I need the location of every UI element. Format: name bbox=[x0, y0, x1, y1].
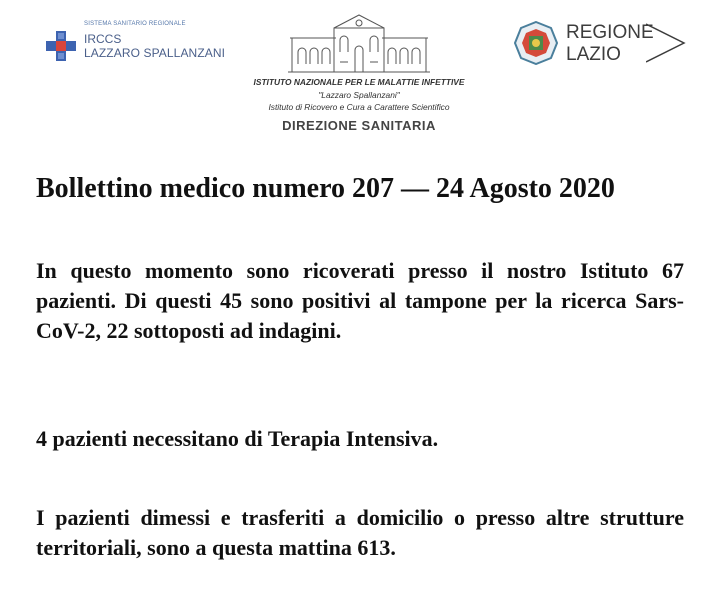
institute-subtitle: "Lazzaro Spallanzani" bbox=[318, 90, 400, 100]
institute-description: Istituto di Ricovero e Cura a Carattere Scientifico bbox=[268, 102, 450, 112]
institute-name: ISTITUTO NAZIONALE PER LE MALATTIE INFETTIVE bbox=[253, 77, 465, 87]
chevron-right-icon bbox=[646, 22, 686, 64]
intensive-care-paragraph: 4 pazienti necessitano di Terapia Intensiva. bbox=[36, 426, 439, 451]
medical-cross-icon bbox=[46, 31, 76, 61]
regione-lazio-logo bbox=[514, 18, 694, 68]
department-label: DIREZIONE SANITARIA bbox=[282, 118, 436, 133]
admissions-paragraph: In questo momento sono ricoverati presso il nostro Istituto 67 pazienti. Di questi 45 sono positivi al tampone per la ricerca Sars-CoV-2, 22 sottoposti ad indagini. bbox=[36, 258, 684, 343]
bulletin-title: Bollettino medico numero 207 — 24 Agosto 2020 bbox=[36, 173, 615, 204]
institute-building-icon bbox=[288, 10, 430, 74]
irccs-spallanzani-logo bbox=[44, 16, 244, 66]
lazio-label: LAZIO bbox=[566, 44, 621, 65]
letterhead bbox=[0, 0, 720, 150]
discharges-paragraph: I pazienti dimessi e trasferiti a domicilio o presso altre strutture territoriali, sono a questa mattina 613. bbox=[36, 505, 684, 560]
hospital-name: LAZZARO SPALLANZANI bbox=[84, 46, 226, 60]
irccs-label: IRCCS bbox=[84, 32, 122, 46]
regione-label: REGIONE bbox=[566, 22, 654, 43]
system-label: SISTEMA SANITARIO REGIONALE bbox=[84, 21, 186, 27]
regione-emblem-icon bbox=[514, 21, 558, 65]
